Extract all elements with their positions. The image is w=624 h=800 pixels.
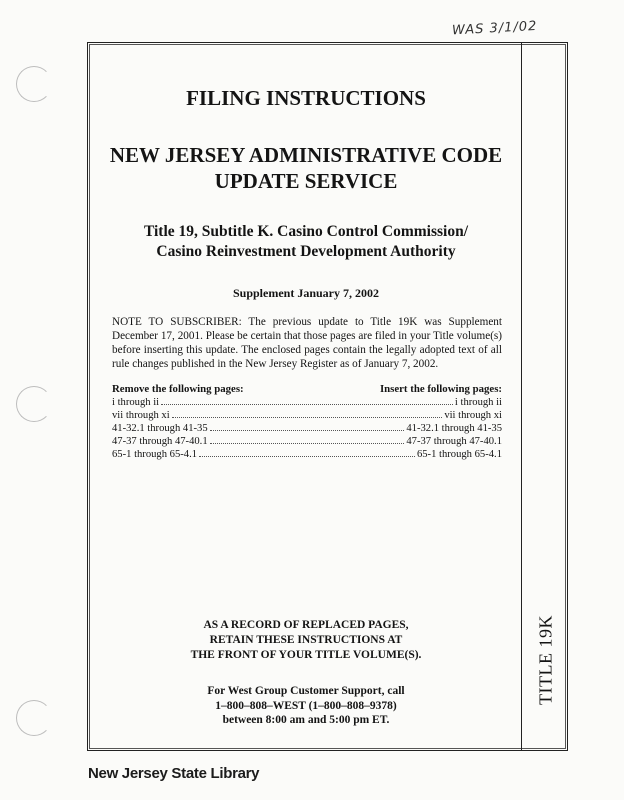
code-title-line: UPDATE SERVICE xyxy=(214,169,398,193)
code-title-line: NEW JERSEY ADMINISTRATIVE CODE xyxy=(109,143,503,167)
subtitle-block xyxy=(100,222,512,262)
insert-pages: 41-32.1 through 41-35 xyxy=(406,423,502,434)
support-phone: 1–800–808–WEST (1–800–808–9378) xyxy=(215,699,397,712)
remove-pages: vii through xi xyxy=(112,410,170,421)
record-line: RETAIN THESE INSTRUCTIONS AT xyxy=(209,634,403,646)
dot-leader xyxy=(210,430,405,431)
insert-pages: i through ii xyxy=(454,397,502,408)
remove-pages: i through ii xyxy=(112,397,160,408)
remove-pages: 41-32.1 through 41-35 xyxy=(112,423,208,434)
page-title: FILING INSTRUCTIONS xyxy=(186,86,426,110)
insert-pages: 65-1 through 65-4.1 xyxy=(416,449,502,460)
punch-hole xyxy=(16,700,52,736)
table-row xyxy=(112,422,502,435)
remove-pages: 65-1 through 65-4.1 xyxy=(112,449,198,460)
pages-table-header xyxy=(112,383,502,395)
tab-divider xyxy=(521,42,522,751)
handwritten-note: WAS 3/1/02 xyxy=(451,18,538,39)
insert-pages: vii through xi xyxy=(444,410,502,421)
dot-leader xyxy=(210,443,405,444)
dot-leader xyxy=(172,417,443,418)
support-line: For West Group Customer Support, call xyxy=(207,685,405,697)
side-title-tab xyxy=(533,600,559,720)
support-hours: between 8:00 am and 5:00 pm ET. xyxy=(222,714,390,726)
punch-hole xyxy=(16,66,52,102)
record-line: THE FRONT OF YOUR TITLE VOLUME(S). xyxy=(190,649,422,661)
table-row xyxy=(112,448,502,461)
table-row xyxy=(112,409,502,422)
note-to-subscriber: NOTE TO SUBSCRIBER: The previous update to Title 19K was Supplement December 17, 2001. Please be certain that those pages are filed in your Title volume(s) before inserting this update. The enclosed pages contain the legally adopted text of all rule changes published in the New Jersey Register as of January 7, 2002. xyxy=(112,316,502,370)
subtitle-line: Title 19, Subtitle K. Casino Control Commission/ xyxy=(143,223,469,240)
remove-pages: 47-37 through 47-40.1 xyxy=(112,436,208,447)
dot-leader xyxy=(199,456,415,457)
supplement-date: Supplement January 7, 2002 xyxy=(232,286,380,300)
pages-table xyxy=(112,383,502,461)
customer-support xyxy=(100,684,512,728)
insert-pages: 47-37 through 47-40.1 xyxy=(406,436,502,447)
side-title-text: TITLE 19K xyxy=(535,615,556,705)
table-row xyxy=(112,435,502,448)
record-notice xyxy=(100,618,512,663)
instructions-content xyxy=(100,52,512,461)
dot-leader xyxy=(161,404,453,405)
record-line: AS A RECORD OF REPLACED PAGES, xyxy=(203,619,409,631)
remove-header: Remove the following pages: xyxy=(112,383,244,395)
subtitle-line: Casino Reinvestment Development Authority xyxy=(156,243,456,260)
table-row xyxy=(112,396,502,409)
punch-hole xyxy=(16,386,52,422)
insert-header: Insert the following pages: xyxy=(379,383,502,395)
code-title xyxy=(100,142,512,194)
library-stamp: New Jersey State Library xyxy=(88,765,260,782)
